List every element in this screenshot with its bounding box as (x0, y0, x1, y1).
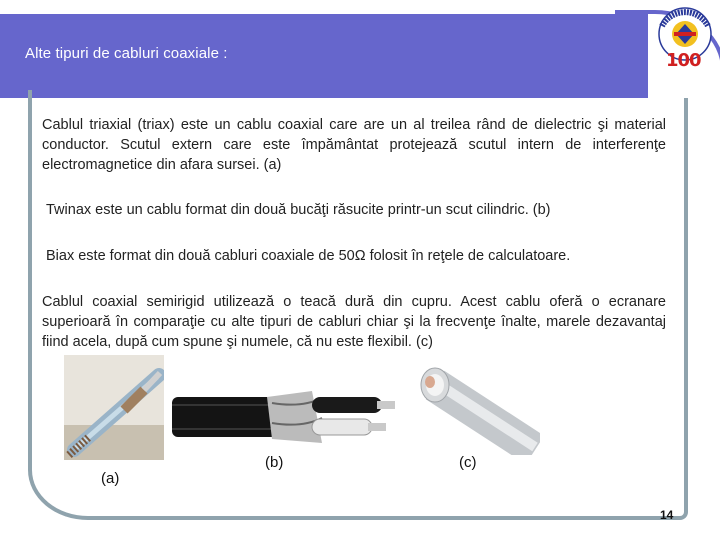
twinax-cable-photo (172, 383, 400, 453)
logo-number: 100 (666, 50, 701, 71)
paragraph-triax: Cablul triaxial (triax) este un cablu coaxial care are un al treilea rând de dielectric şi material conductor. Scutul extern care este împământat protejează scutul intern de interferenţe electromagnetice din afara sursei. (a) (42, 117, 666, 173)
semirigid-cable-photo (410, 360, 540, 455)
paragraph-biax: Biax este format din două cabluri coaxiale de 50Ω folosit în reţele de calculatoare. (46, 248, 571, 264)
caption-b: (b) (265, 454, 284, 471)
caption-c: (c) (459, 454, 477, 471)
page-number: 14 (660, 508, 674, 522)
paragraph-twinax: Twinax este un cablu format din două bucăţi răsucite printr-un scut cilindric. (b) (46, 202, 551, 218)
caption-a: (a) (101, 470, 120, 487)
paragraph-semirigid: Cablul coaxial semirigid utilizează o teacă dură din cupru. Acest cablu oferă o ecranare superioară în comparaţie cu alte tipuri de cabluri chiar şi la frecvenţe înalte, marele dezavantaj fiind acela, după cum spune şi numele, că nu este flexibil. (c) (42, 294, 666, 350)
triax-cable-photo (64, 355, 164, 460)
slide-title: Alte tipuri de cabluri coaxiale : (25, 45, 228, 62)
